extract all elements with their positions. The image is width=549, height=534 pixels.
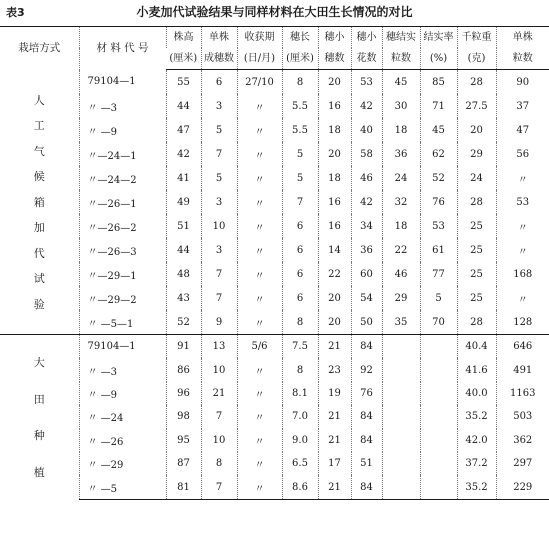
table-row	[0, 118, 549, 142]
value-cell: 〃	[496, 238, 549, 262]
value-cell: 5.5	[282, 118, 318, 142]
value-cell: 76	[420, 190, 457, 214]
table-title: 小麦加代试验结果与同样材料在大田生长情况的对比	[136, 5, 413, 19]
value-cell: 84	[351, 475, 382, 499]
material-code-cell: 〃—24—2	[87, 174, 137, 186]
value-cell: 25	[457, 286, 496, 310]
value-cell	[382, 452, 420, 475]
value-cell	[420, 452, 457, 475]
value-cell: 22	[318, 262, 351, 286]
value-cell: 98	[166, 405, 201, 428]
value-cell: 297	[496, 452, 549, 475]
value-cell	[382, 405, 420, 428]
header-spikes-per-plant-unit: 成穗数	[201, 48, 237, 70]
value-cell: 5	[282, 142, 318, 166]
header-plant-height: 株高	[166, 27, 201, 49]
value-cell: 〃	[237, 190, 282, 214]
value-cell: 〃	[237, 452, 282, 475]
table-row	[0, 166, 549, 190]
value-cell: 〃	[237, 475, 282, 499]
value-cell: 55	[166, 70, 201, 95]
value-cell: 90	[496, 70, 549, 95]
value-cell: 84	[351, 429, 382, 452]
value-cell: 8	[282, 358, 318, 381]
value-cell: 30	[382, 94, 420, 118]
value-cell: 19	[318, 382, 351, 405]
value-cell: 71	[420, 94, 457, 118]
value-cell: 42	[166, 142, 201, 166]
value-cell: 〃	[237, 310, 282, 335]
value-cell: 21	[318, 405, 351, 428]
value-cell: 37	[496, 94, 549, 118]
value-cell: 10	[201, 214, 237, 238]
value-cell: 51	[351, 452, 382, 475]
value-cell	[420, 405, 457, 428]
value-cell: 27.5	[457, 94, 496, 118]
value-cell: 〃	[237, 382, 282, 405]
header-plant-height-unit: (厘米)	[166, 48, 201, 70]
cultivation-method-label	[0, 344, 79, 490]
value-cell: 95	[166, 429, 201, 452]
header-material: 材 料 代 号	[79, 27, 166, 70]
value-cell: 70	[420, 310, 457, 335]
value-cell: 42	[351, 94, 382, 118]
header-1000-grain-weight-unit: (克)	[457, 48, 496, 70]
value-cell: 84	[351, 335, 382, 359]
value-cell: 28	[457, 70, 496, 95]
material-code-cell: 〃 —3	[87, 366, 118, 378]
value-cell: 53	[496, 190, 549, 214]
value-cell: 〃	[237, 286, 282, 310]
material-code-cell: 〃—26—1	[87, 198, 137, 210]
value-cell: 7	[282, 190, 318, 214]
value-cell: 77	[420, 262, 457, 286]
value-cell	[382, 382, 420, 405]
table-row	[0, 190, 549, 214]
value-cell: 〃	[496, 166, 549, 190]
value-cell: 29	[457, 142, 496, 166]
value-cell: 229	[496, 475, 549, 499]
header-1000-grain-weight: 千粒重	[457, 27, 496, 49]
value-cell: 96	[166, 382, 201, 405]
value-cell: 44	[166, 238, 201, 262]
value-cell: 7	[201, 142, 237, 166]
header-spikelets-unit: 穗数	[318, 48, 351, 70]
header-florets-unit: 花数	[351, 48, 382, 70]
value-cell: 14	[318, 238, 351, 262]
value-cell: 16	[318, 190, 351, 214]
value-cell: 10	[201, 358, 237, 381]
table-row	[0, 94, 549, 118]
value-cell: 20	[318, 310, 351, 335]
cultivation-method-label	[0, 87, 79, 317]
value-cell: 35.2	[457, 405, 496, 428]
header-grains-per-spike-unit: 粒数	[382, 48, 420, 70]
value-cell	[420, 382, 457, 405]
header-spike-length-unit: (厘米)	[282, 48, 318, 70]
material-code-cell: 〃—24—1	[87, 150, 137, 162]
value-cell: 34	[351, 214, 382, 238]
value-cell	[420, 335, 457, 359]
material-code-cell: 〃 —24	[87, 413, 124, 425]
method-char: 工	[33, 119, 45, 133]
value-cell: 52	[420, 166, 457, 190]
value-cell: 42.0	[457, 429, 496, 452]
value-cell	[382, 335, 420, 359]
table-row	[0, 429, 549, 452]
material-code-cell: 〃—26—3	[87, 246, 137, 258]
value-cell: 53	[351, 70, 382, 95]
value-cell: 18	[318, 166, 351, 190]
value-cell	[382, 475, 420, 499]
value-cell: 41	[166, 166, 201, 190]
value-cell: 25	[457, 214, 496, 238]
value-cell: 29	[382, 286, 420, 310]
value-cell: 23	[318, 358, 351, 381]
method-char: 代	[33, 246, 45, 260]
value-cell: 46	[351, 166, 382, 190]
header-spike-length: 穗长	[282, 27, 318, 49]
value-cell: 7	[201, 262, 237, 286]
value-cell: 20	[318, 286, 351, 310]
value-cell: 40.0	[457, 382, 496, 405]
value-cell: 58	[351, 142, 382, 166]
material-code-cell: 〃 —29	[87, 460, 124, 472]
value-cell: 92	[351, 358, 382, 381]
value-cell: 86	[166, 358, 201, 381]
value-cell: 9.0	[282, 429, 318, 452]
value-cell: 8	[282, 70, 318, 95]
value-cell: 〃	[237, 405, 282, 428]
value-cell: 43	[166, 286, 201, 310]
value-cell: 53	[420, 214, 457, 238]
material-code-cell: 〃—26—2	[87, 222, 137, 234]
value-cell: 20	[318, 142, 351, 166]
header-spikelets: 穗小	[318, 27, 351, 49]
value-cell: 6	[201, 70, 237, 95]
value-cell: 41.6	[457, 358, 496, 381]
header-spikes-per-plant: 单株	[201, 27, 237, 49]
value-cell: 32	[382, 190, 420, 214]
value-cell: 5	[201, 166, 237, 190]
value-cell: 8.6	[282, 475, 318, 499]
header-seed-set-rate-unit: (%)	[420, 48, 457, 70]
value-cell: 62	[420, 142, 457, 166]
value-cell: 60	[351, 262, 382, 286]
value-cell: 〃	[496, 286, 549, 310]
value-cell: 646	[496, 335, 549, 359]
value-cell: 〃	[237, 118, 282, 142]
value-cell: 37.2	[457, 452, 496, 475]
header-grains-per-plant-unit: 粒数	[496, 48, 549, 70]
value-cell: 18	[382, 118, 420, 142]
value-cell: 25	[457, 238, 496, 262]
value-cell: 7	[201, 286, 237, 310]
value-cell: 17	[318, 452, 351, 475]
value-cell: 21	[318, 335, 351, 359]
header-grains-per-spike: 穗结实	[382, 27, 420, 49]
table-row	[0, 142, 549, 166]
value-cell: 50	[351, 310, 382, 335]
value-cell: 10	[201, 429, 237, 452]
value-cell: 45	[382, 70, 420, 95]
table-row	[0, 335, 549, 359]
value-cell: 13	[201, 335, 237, 359]
method-char: 验	[33, 297, 45, 311]
value-cell: 49	[166, 190, 201, 214]
value-cell: 21	[318, 475, 351, 499]
value-cell: 5.5	[282, 94, 318, 118]
method-char: 试	[33, 272, 45, 286]
material-code-cell: 〃 —5—1	[87, 318, 134, 330]
table-row	[0, 382, 549, 405]
value-cell: 20	[318, 70, 351, 95]
value-cell: 40.4	[457, 335, 496, 359]
value-cell: 40	[351, 118, 382, 142]
value-cell: 9	[201, 310, 237, 335]
method-char: 气	[33, 144, 45, 158]
value-cell: 491	[496, 358, 549, 381]
value-cell: 35.2	[457, 475, 496, 499]
value-cell: 6	[282, 286, 318, 310]
header-method: 栽培方式	[0, 27, 79, 70]
value-cell: 8	[282, 310, 318, 335]
header-harvest-date: 收获期	[237, 27, 282, 49]
value-cell: 3	[201, 190, 237, 214]
value-cell: 85	[420, 70, 457, 95]
value-cell	[420, 475, 457, 499]
value-cell: 36	[351, 238, 382, 262]
table-row	[0, 214, 549, 238]
value-cell: 〃	[237, 214, 282, 238]
material-code-cell: 〃 —5	[79, 475, 166, 499]
table-row	[0, 358, 549, 381]
value-cell: 47	[496, 118, 549, 142]
value-cell: 87	[166, 452, 201, 475]
value-cell	[382, 429, 420, 452]
value-cell: 7	[201, 475, 237, 499]
value-cell: 21	[201, 382, 237, 405]
value-cell: 25	[457, 262, 496, 286]
value-cell: 〃	[237, 166, 282, 190]
value-cell: 47	[166, 118, 201, 142]
value-cell	[382, 358, 420, 381]
material-code-cell: 〃 —9	[87, 389, 118, 401]
header-seed-set-rate: 结实率	[420, 27, 457, 49]
table-row	[0, 70, 549, 95]
header-florets: 穗小	[351, 27, 382, 49]
value-cell: 503	[496, 405, 549, 428]
table-row	[0, 238, 549, 262]
value-cell: 24	[382, 166, 420, 190]
value-cell: 61	[420, 238, 457, 262]
value-cell: 52	[166, 310, 201, 335]
value-cell: 5	[420, 286, 457, 310]
value-cell: 22	[382, 238, 420, 262]
value-cell: 28	[457, 190, 496, 214]
value-cell: 8	[201, 452, 237, 475]
value-cell: 16	[318, 94, 351, 118]
value-cell: 20	[457, 118, 496, 142]
value-cell: 81	[166, 475, 201, 499]
value-cell: 〃	[237, 262, 282, 286]
value-cell: 48	[166, 262, 201, 286]
value-cell: 3	[201, 94, 237, 118]
value-cell: 5/6	[237, 335, 282, 359]
value-cell: 24	[457, 166, 496, 190]
value-cell: 〃	[237, 142, 282, 166]
comparison-table	[0, 26, 549, 500]
method-char: 种	[33, 429, 45, 443]
table-body	[0, 27, 549, 500]
value-cell: 28	[457, 310, 496, 335]
value-cell: 27/10	[237, 70, 282, 95]
value-cell: 56	[496, 142, 549, 166]
table-row	[0, 310, 549, 335]
cultivation-method-cell	[0, 70, 79, 335]
table-row	[0, 286, 549, 310]
method-char: 植	[33, 465, 45, 479]
table-row	[0, 452, 549, 475]
value-cell	[420, 429, 457, 452]
header-harvest-date-unit: (日/月)	[237, 48, 282, 70]
table-number: 表3	[6, 6, 25, 19]
method-char: 加	[33, 221, 45, 235]
value-cell: 362	[496, 429, 549, 452]
value-cell: 16	[318, 214, 351, 238]
value-cell: 35	[382, 310, 420, 335]
value-cell: 18	[318, 118, 351, 142]
material-code-cell: 79104—1	[79, 70, 166, 95]
value-cell: 54	[351, 286, 382, 310]
value-cell: 128	[496, 310, 549, 335]
material-code-cell: 〃—29—1	[87, 270, 137, 282]
value-cell: 21	[318, 429, 351, 452]
method-char: 田	[33, 392, 45, 406]
value-cell: 〃	[237, 238, 282, 262]
material-code-cell: 〃 —3	[87, 102, 118, 114]
value-cell: 7	[201, 405, 237, 428]
material-code-cell: 79104—1	[79, 335, 166, 359]
header-row-1	[0, 27, 549, 49]
method-char: 候	[33, 170, 45, 184]
table-caption	[0, 3, 549, 23]
value-cell: 168	[496, 262, 549, 286]
value-cell: 〃	[237, 94, 282, 118]
value-cell: 〃	[496, 214, 549, 238]
value-cell: 18	[382, 214, 420, 238]
value-cell: 76	[351, 382, 382, 405]
value-cell: 6.5	[282, 452, 318, 475]
value-cell: 44	[166, 94, 201, 118]
value-cell: 7.5	[282, 335, 318, 359]
value-cell: 36	[382, 142, 420, 166]
cultivation-method-cell	[0, 335, 79, 500]
method-char: 箱	[33, 195, 45, 209]
value-cell: 5	[201, 118, 237, 142]
method-char: 大	[33, 356, 45, 370]
value-cell: 1163	[496, 382, 549, 405]
table-row	[0, 475, 549, 499]
value-cell: 7.0	[282, 405, 318, 428]
material-code-cell: 〃—29—2	[87, 294, 137, 306]
value-cell: 3	[201, 238, 237, 262]
value-cell: 6	[282, 238, 318, 262]
value-cell: 6	[282, 262, 318, 286]
material-code-cell: 〃 —26	[87, 436, 124, 448]
value-cell: 51	[166, 214, 201, 238]
value-cell: 84	[351, 405, 382, 428]
value-cell: 46	[382, 262, 420, 286]
material-code-cell: 〃 —9	[87, 126, 118, 138]
value-cell: 45	[420, 118, 457, 142]
method-char: 人	[33, 93, 45, 107]
header-grains-per-plant: 单株	[496, 27, 549, 49]
table-row	[0, 405, 549, 428]
value-cell: 〃	[237, 429, 282, 452]
value-cell: 5	[282, 166, 318, 190]
value-cell: 91	[166, 335, 201, 359]
table-row	[0, 262, 549, 286]
value-cell: 6	[282, 214, 318, 238]
value-cell	[420, 358, 457, 381]
value-cell: 〃	[237, 358, 282, 381]
value-cell: 42	[351, 190, 382, 214]
value-cell: 8.1	[282, 382, 318, 405]
